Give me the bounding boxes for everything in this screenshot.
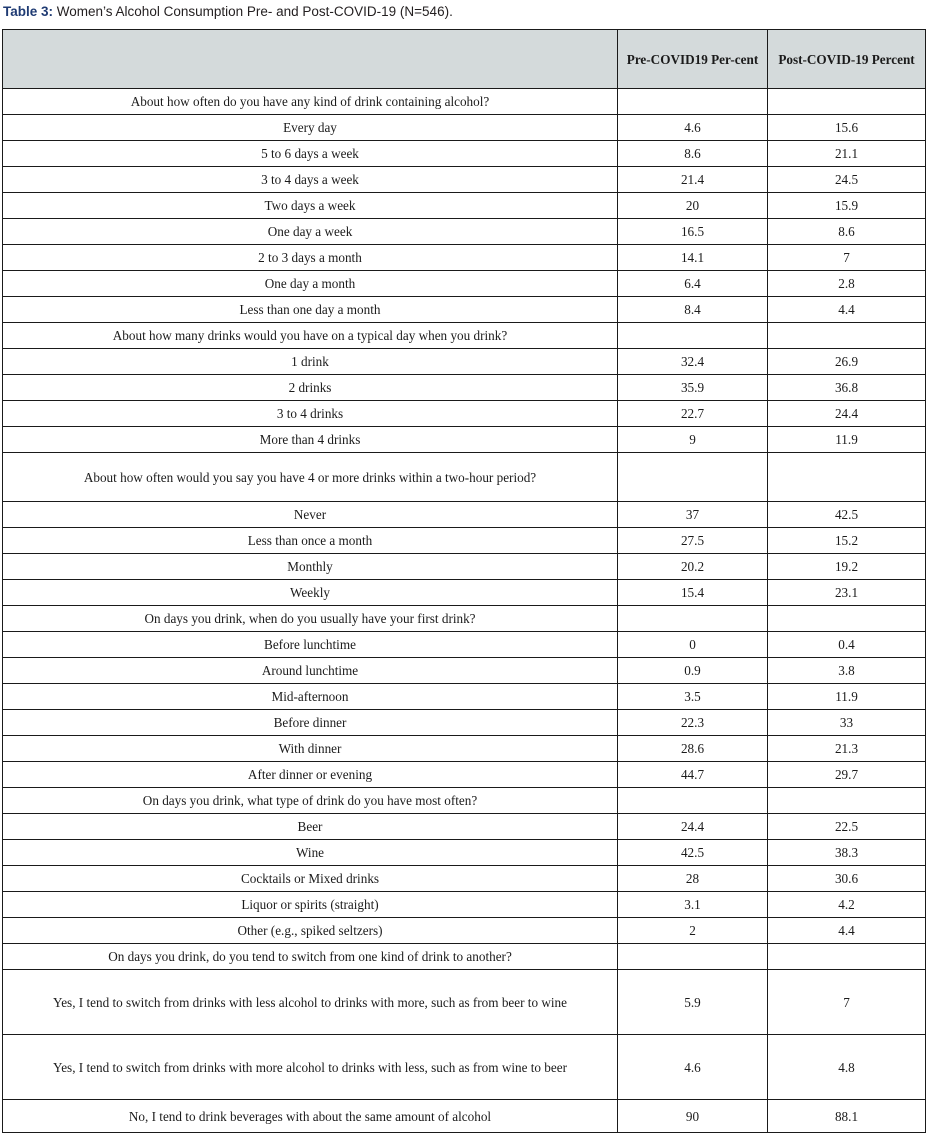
row-label: One day a week [3,219,618,245]
cell-post-covid-percent: 29.7 [768,762,926,788]
row-label: After dinner or evening [3,762,618,788]
table-row [3,632,926,658]
cell-pre-covid-percent: 4.6 [618,115,768,141]
cell-post-covid-percent [768,323,926,349]
cell-pre-covid-percent: 16.5 [618,219,768,245]
cell-pre-covid-percent: 3.5 [618,684,768,710]
cell-pre-covid-percent [618,606,768,632]
table-row [3,1035,926,1100]
cell-pre-covid-percent: 3.1 [618,892,768,918]
table-row [3,892,926,918]
cell-post-covid-percent: 3.8 [768,658,926,684]
cell-post-covid-percent: 24.5 [768,167,926,193]
row-label: About how often would you say you have 4 or more drinks within a two-hour period? [3,453,618,502]
table-header [3,30,926,89]
table-row [3,115,926,141]
cell-pre-covid-percent [618,323,768,349]
table-row [3,141,926,167]
cell-pre-covid-percent: 90 [618,1100,768,1133]
table-row [3,814,926,840]
table-row [3,528,926,554]
cell-pre-covid-percent: 20.2 [618,554,768,580]
table-row [3,349,926,375]
table-section-row [3,453,926,502]
cell-post-covid-percent: 21.1 [768,141,926,167]
cell-pre-covid-percent: 28 [618,866,768,892]
cell-pre-covid-percent: 21.4 [618,167,768,193]
cell-pre-covid-percent [618,89,768,115]
table-row [3,970,926,1035]
cell-post-covid-percent: 8.6 [768,219,926,245]
row-label: Monthly [3,554,618,580]
table-row [3,1100,926,1133]
table-container [2,29,926,1133]
row-label: Beer [3,814,618,840]
cell-pre-covid-percent: 8.4 [618,297,768,323]
cell-pre-covid-percent: 32.4 [618,349,768,375]
row-label: 2 to 3 days a month [3,245,618,271]
row-label: Yes, I tend to switch from drinks with less alcohol to drinks with more, such as from beer to wine [3,970,618,1035]
cell-post-covid-percent: 4.4 [768,297,926,323]
cell-pre-covid-percent: 6.4 [618,271,768,297]
table-row [3,297,926,323]
cell-post-covid-percent: 19.2 [768,554,926,580]
cell-post-covid-percent: 2.8 [768,271,926,297]
cell-post-covid-percent: 4.2 [768,892,926,918]
table-row [3,710,926,736]
table-row [3,245,926,271]
cell-pre-covid-percent: 14.1 [618,245,768,271]
cell-post-covid-percent: 7 [768,245,926,271]
table-row [3,918,926,944]
table-row [3,401,926,427]
row-label: 5 to 6 days a week [3,141,618,167]
cell-pre-covid-percent: 22.7 [618,401,768,427]
cell-pre-covid-percent: 28.6 [618,736,768,762]
table-section-row [3,944,926,970]
cell-pre-covid-percent: 15.4 [618,580,768,606]
table-row [3,219,926,245]
header-cell-label [3,30,618,89]
row-label: Yes, I tend to switch from drinks with more alcohol to drinks with less, such as from wine to beer [3,1035,618,1100]
cell-pre-covid-percent [618,788,768,814]
cell-post-covid-percent: 42.5 [768,502,926,528]
cell-pre-covid-percent: 0.9 [618,658,768,684]
cell-pre-covid-percent: 8.6 [618,141,768,167]
cell-post-covid-percent: 24.4 [768,401,926,427]
cell-post-covid-percent: 26.9 [768,349,926,375]
cell-pre-covid-percent [618,944,768,970]
table-row [3,167,926,193]
table-section-row [3,788,926,814]
cell-pre-covid-percent [618,453,768,502]
cell-post-covid-percent [768,89,926,115]
row-label: About how often do you have any kind of drink containing alcohol? [3,89,618,115]
cell-post-covid-percent: 11.9 [768,427,926,453]
row-label: On days you drink, when do you usually have your first drink? [3,606,618,632]
row-label: On days you drink, do you tend to switch from one kind of drink to another? [3,944,618,970]
cell-post-covid-percent: 15.6 [768,115,926,141]
table-section-row [3,323,926,349]
row-label: Wine [3,840,618,866]
table-caption [3,3,923,20]
table-row [3,658,926,684]
row-label: Before lunchtime [3,632,618,658]
row-label: 3 to 4 drinks [3,401,618,427]
table-section-row [3,606,926,632]
cell-pre-covid-percent: 4.6 [618,1035,768,1100]
row-label: With dinner [3,736,618,762]
table-section-row [3,89,926,115]
cell-post-covid-percent: 30.6 [768,866,926,892]
cell-post-covid-percent: 23.1 [768,580,926,606]
cell-pre-covid-percent: 9 [618,427,768,453]
table-row [3,580,926,606]
table-row [3,375,926,401]
cell-post-covid-percent [768,453,926,502]
cell-post-covid-percent [768,944,926,970]
cell-post-covid-percent: 15.9 [768,193,926,219]
cell-post-covid-percent: 21.3 [768,736,926,762]
table-row [3,736,926,762]
cell-post-covid-percent: 4.8 [768,1035,926,1100]
table-row [3,193,926,219]
table-row [3,762,926,788]
row-label: Weekly [3,580,618,606]
table-caption-label: Table 3: [3,4,54,19]
row-label: 3 to 4 days a week [3,167,618,193]
table-row [3,866,926,892]
cell-post-covid-percent: 22.5 [768,814,926,840]
header-cell-post-covid: Post-COVID-19 Percent [768,30,926,89]
header-cell-pre-covid: Pre-COVID19 Per-cent [618,30,768,89]
cell-post-covid-percent [768,606,926,632]
row-label: One day a month [3,271,618,297]
cell-pre-covid-percent: 27.5 [618,528,768,554]
cell-pre-covid-percent: 0 [618,632,768,658]
cell-pre-covid-percent: 44.7 [618,762,768,788]
cell-pre-covid-percent: 24.4 [618,814,768,840]
row-label: Two days a week [3,193,618,219]
table-row [3,271,926,297]
row-label: Mid-afternoon [3,684,618,710]
header-row [3,30,926,89]
row-label: Less than one day a month [3,297,618,323]
cell-post-covid-percent: 7 [768,970,926,1035]
cell-pre-covid-percent: 22.3 [618,710,768,736]
cell-pre-covid-percent: 37 [618,502,768,528]
cell-post-covid-percent: 38.3 [768,840,926,866]
cell-post-covid-percent: 88.1 [768,1100,926,1133]
table-row [3,502,926,528]
row-label: Before dinner [3,710,618,736]
cell-post-covid-percent: 33 [768,710,926,736]
row-label: About how many drinks would you have on a typical day when you drink? [3,323,618,349]
table-row [3,554,926,580]
row-label: Around lunchtime [3,658,618,684]
table-body [3,89,926,1133]
alcohol-consumption-table [2,29,926,1133]
cell-post-covid-percent: 36.8 [768,375,926,401]
table-row [3,840,926,866]
table-row [3,684,926,710]
row-label: On days you drink, what type of drink do you have most often? [3,788,618,814]
row-label: 1 drink [3,349,618,375]
cell-pre-covid-percent: 42.5 [618,840,768,866]
row-label: No, I tend to drink beverages with about the same amount of alcohol [3,1100,618,1133]
row-label: Less than once a month [3,528,618,554]
row-label: Never [3,502,618,528]
cell-post-covid-percent: 0.4 [768,632,926,658]
cell-pre-covid-percent: 20 [618,193,768,219]
cell-post-covid-percent: 4.4 [768,918,926,944]
cell-pre-covid-percent: 5.9 [618,970,768,1035]
cell-post-covid-percent: 15.2 [768,528,926,554]
row-label: Cocktails or Mixed drinks [3,866,618,892]
table-caption-text: Women’s Alcohol Consumption Pre- and Post-COVID-19 (N=546). [53,4,453,19]
row-label: Every day [3,115,618,141]
row-label: 2 drinks [3,375,618,401]
cell-pre-covid-percent: 35.9 [618,375,768,401]
table-row [3,427,926,453]
cell-pre-covid-percent: 2 [618,918,768,944]
row-label: Liquor or spirits (straight) [3,892,618,918]
row-label: Other (e.g., spiked seltzers) [3,918,618,944]
row-label: More than 4 drinks [3,427,618,453]
cell-post-covid-percent [768,788,926,814]
cell-post-covid-percent: 11.9 [768,684,926,710]
